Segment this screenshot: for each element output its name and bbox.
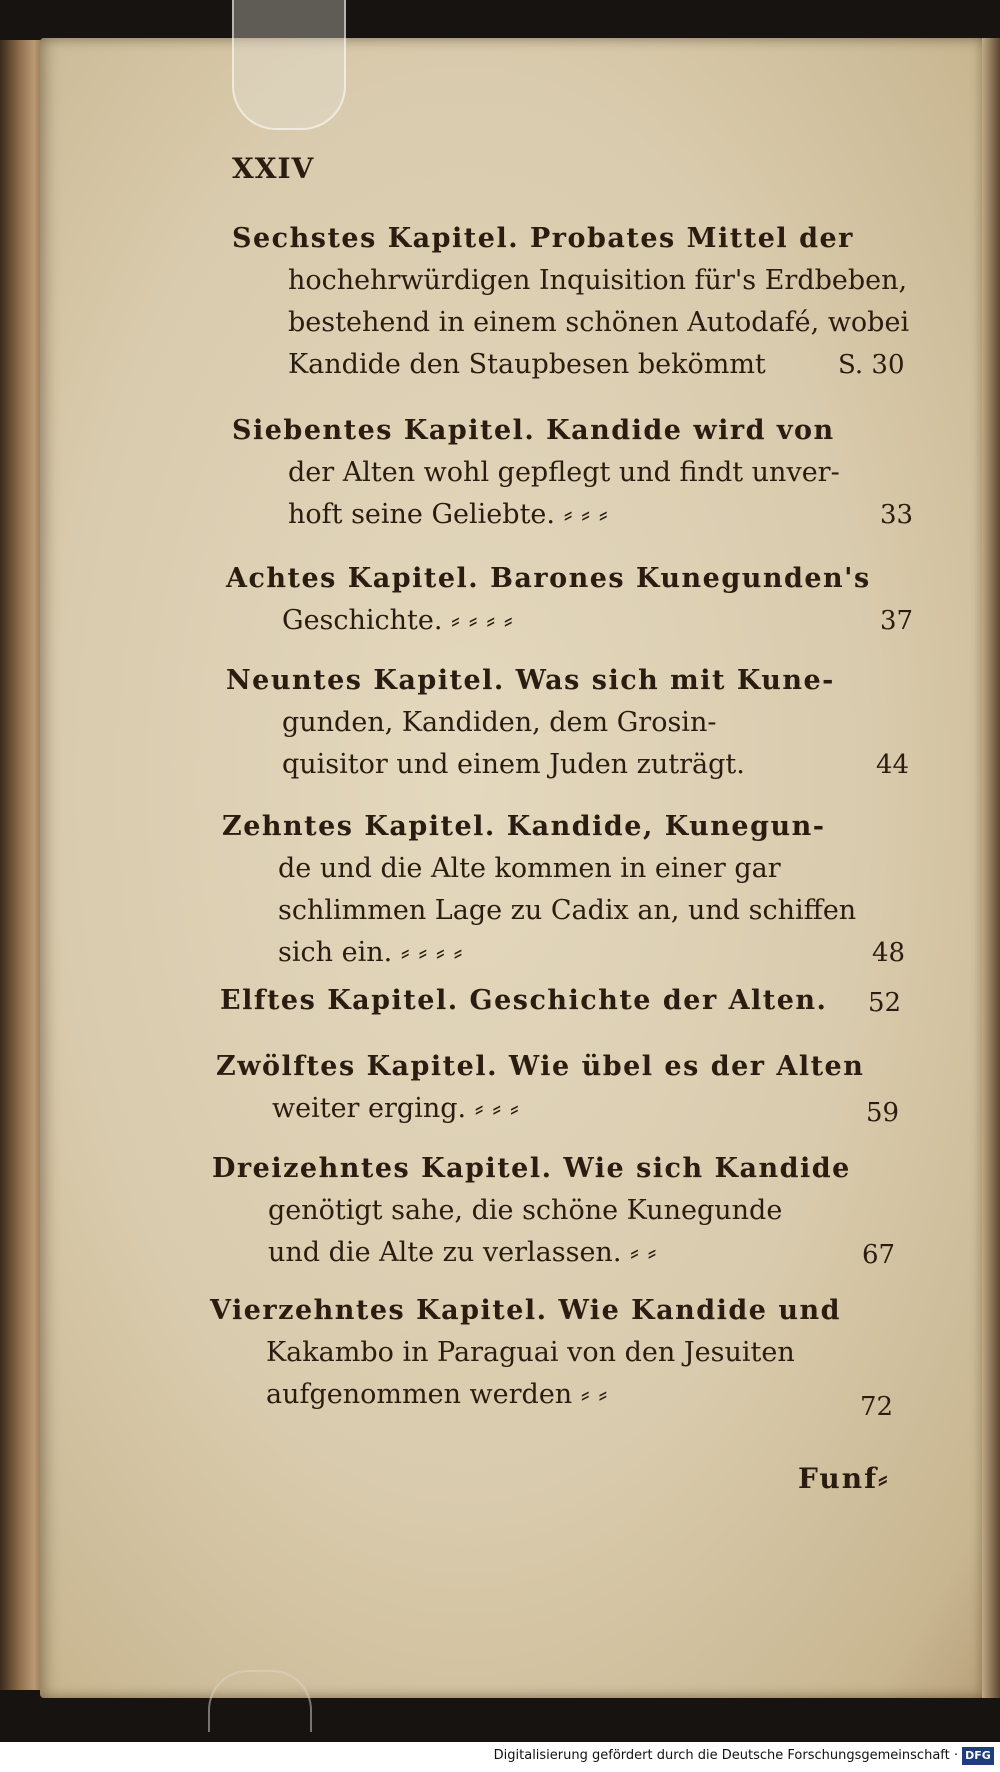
toc-page-number: 44 bbox=[876, 750, 910, 780]
toc-entry bbox=[220, 980, 827, 1022]
toc-line: Dreizehntes Kapitel. Wie sich Kandide bbox=[212, 1153, 851, 1184]
toc-line: Siebentes Kapitel. Kandide wird von bbox=[232, 415, 835, 446]
toc-line: gunden, Kandiden, dem Grosin- bbox=[282, 707, 717, 738]
toc-line: genötigt sahe, die schöne Kunegunde bbox=[268, 1195, 783, 1226]
toc-page-number: 48 bbox=[872, 938, 906, 968]
toc-page-number: 37 bbox=[880, 606, 914, 636]
toc-line: Elftes Kapitel. Geschichte der Alten. bbox=[220, 985, 828, 1016]
toc-line: hochehrwürdigen Inquisition für's Erdbeben, bbox=[288, 265, 908, 296]
toc-line: hoft seine Geliebte. ⸗ ⸗ ⸗ bbox=[288, 499, 608, 530]
digitization-credit: Digitalisierung gefördert durch die Deutsche Forschungsgemeinschaft · bbox=[493, 1748, 958, 1763]
toc-page-number: 59 bbox=[866, 1098, 900, 1128]
toc-line: quisitor und einem Juden zuträgt. bbox=[282, 749, 745, 780]
toc-line: Vierzehntes Kapitel. Wie Kandide und bbox=[210, 1295, 841, 1326]
catchword: Funf⸗ bbox=[798, 1462, 890, 1495]
toc-page-number: 67 bbox=[862, 1240, 896, 1270]
toc-entry bbox=[226, 558, 871, 642]
toc-entry bbox=[226, 660, 835, 786]
toc-line: Achtes Kapitel. Barones Kunegunden's bbox=[226, 563, 871, 594]
toc-entry bbox=[232, 218, 909, 386]
toc-page-number: 52 bbox=[868, 988, 902, 1018]
toc-line: Neuntes Kapitel. Was sich mit Kune- bbox=[226, 665, 835, 696]
toc-entry bbox=[210, 1290, 841, 1416]
toc-line: Zehntes Kapitel. Kandide, Kunegun- bbox=[222, 811, 826, 842]
toc-page-number: 33 bbox=[880, 500, 914, 530]
toc-line: Geschichte. ⸗ ⸗ ⸗ ⸗ bbox=[282, 605, 513, 636]
toc-line: Sechstes Kapitel. Probates Mittel der bbox=[232, 223, 854, 254]
toc-line: weiter erging. ⸗ ⸗ ⸗ bbox=[272, 1093, 519, 1124]
toc-page-number: S. 30 bbox=[838, 350, 905, 380]
toc-line: Zwölftes Kapitel. Wie übel es der Alten bbox=[216, 1051, 865, 1082]
dfg-logo: DFG bbox=[962, 1747, 994, 1765]
toc-entry bbox=[216, 1046, 864, 1130]
toc-line: und die Alte zu verlassen. ⸗ ⸗ bbox=[268, 1237, 657, 1268]
toc-line: schlimmen Lage zu Cadix an, und schiffen bbox=[278, 895, 857, 926]
footer bbox=[0, 1742, 1000, 1772]
toc-line: der Alten wohl gepflegt und findt unver- bbox=[288, 457, 840, 488]
toc-line: sich ein. ⸗ ⸗ ⸗ ⸗ bbox=[278, 937, 463, 968]
toc-page-number: 72 bbox=[860, 1392, 894, 1422]
toc-line: aufgenommen werden ⸗ ⸗ bbox=[266, 1379, 608, 1410]
page-number-header: XXIV bbox=[232, 152, 315, 185]
toc-line: Kakambo in Paraguai von den Jesuiten bbox=[266, 1337, 795, 1368]
toc-entry bbox=[222, 806, 856, 974]
toc-line: Kandide den Staupbesen bekömmt bbox=[288, 349, 766, 380]
toc-entry bbox=[232, 410, 840, 536]
toc-line: bestehend in einem schönen Autodafé, wobei bbox=[288, 307, 910, 338]
toc-line: de und die Alte kommen in einer gar bbox=[278, 853, 781, 884]
toc-entry bbox=[212, 1148, 851, 1274]
